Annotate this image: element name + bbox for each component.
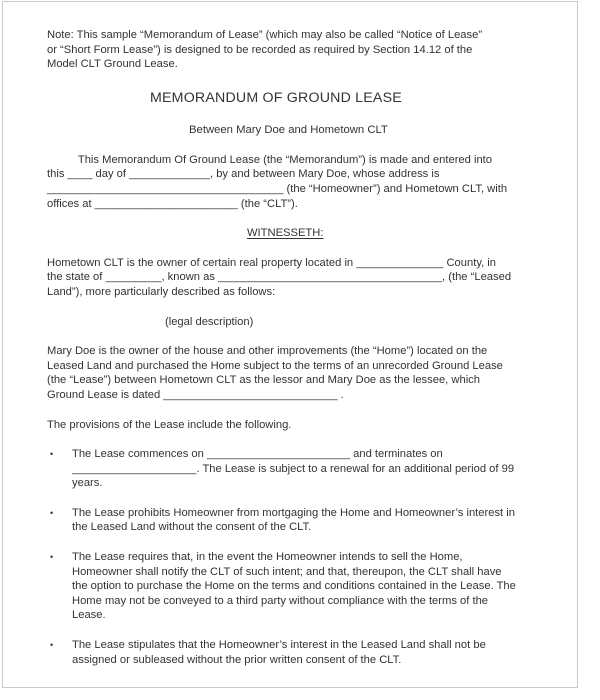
note-line: Model CLT Ground Lease. [47, 58, 178, 71]
spacer [47, 623, 578, 638]
list-item-line: The Lease commences on _______________________ and terminates on [72, 448, 443, 461]
note-line: or “Short Form Lease”) is designed to be recorded as required by Section 14.12 of the [47, 43, 473, 56]
document-content [47, 28, 578, 667]
intro-paragraph [47, 153, 578, 211]
list-item-line: Homeowner shall notify the CLT of such intent; and that, thereupon, the CLT shall have [72, 565, 502, 578]
page-subtitle: Between Mary Doe and Hometown CLT [189, 123, 388, 136]
home-line: Ground Lease is dated ____________________________ . [47, 388, 344, 401]
spacer [47, 241, 578, 256]
list-item-line: the option to purchase the Home on the terms and conditions contained in the Lease. The [72, 580, 516, 593]
list-item [47, 638, 578, 667]
witnesseth-heading [47, 226, 578, 241]
intro-line: This Memorandum Of Ground Lease (the “Memorandum”) is made and entered into [47, 153, 493, 166]
spacer [47, 491, 578, 506]
spacer [47, 211, 578, 226]
list-item-line: the Leased Land without the consent of the CLT. [72, 521, 312, 534]
bullet-icon: • [50, 449, 54, 460]
legal-description-placeholder: (legal description) [165, 315, 254, 328]
spacer [47, 108, 578, 122]
note-line: Note: This sample “Memorandum of Lease” (which may also be called “Notice of Lease” [47, 29, 483, 41]
list-item [47, 550, 578, 623]
spacer [47, 535, 578, 550]
list-item-line: years. [72, 477, 103, 490]
list-item-line: The Lease stipulates that the Homeowner’s interest in the Leased Land shall not be [72, 639, 486, 652]
property-paragraph [47, 256, 578, 300]
list-item [47, 447, 578, 491]
list-item [47, 506, 578, 535]
intro-line: this ____ day of _____________, by and between Mary Doe, whose address is [47, 168, 440, 181]
spacer [47, 432, 578, 447]
spacer [47, 403, 578, 418]
spacer [47, 300, 578, 315]
document-page [2, 1, 578, 688]
note-paragraph [47, 28, 578, 72]
property-line: the state of _________, known as ____________________________________, (the “Leased [47, 271, 512, 284]
list-item-line: The Lease requires that, in the event the Homeowner intends to sell the Home, [72, 551, 463, 564]
spacer [47, 72, 578, 88]
home-line: Leased Land and purchased the Home subject to the terms of an unrecorded Ground Lease [47, 359, 503, 372]
property-line: Land”), more particularly described as follows: [47, 285, 276, 298]
witnesseth-heading-text: WITNESSETH: [247, 227, 324, 240]
provisions-intro: The provisions of the Lease include the following. [47, 418, 292, 431]
spacer [47, 329, 578, 344]
bullet-icon: • [50, 640, 54, 651]
bullet-icon: • [50, 552, 54, 563]
spacer [47, 138, 578, 153]
list-item-line: assigned or subleased without the prior written consent of the CLT. [72, 653, 402, 666]
list-item-line: The Lease prohibits Homeowner from mortgaging the Home and Homeowner’s interest in [72, 506, 515, 519]
intro-line: offices at _______________________ (the “CLT”). [47, 197, 298, 210]
property-line: Hometown CLT is the owner of certain real property located in ______________ County, in [47, 256, 497, 269]
home-line: (the “Lease”) between Hometown CLT as the lessor and Mary Doe as the lessee, which [47, 374, 481, 387]
home-paragraph [47, 344, 578, 402]
page-title: MEMORANDUM OF GROUND LEASE [150, 89, 402, 106]
list-item-line: Lease. [72, 609, 106, 622]
list-item-line: ____________________. The Lease is subject to a renewal for an additional period of 99 [72, 462, 515, 475]
home-line: Mary Doe is the owner of the house and other improvements (the “Home”) located on the [47, 345, 488, 358]
intro-line: ______________________________________ (the “Homeowner”) and Hometown CLT, with [47, 182, 508, 195]
bullet-icon: • [50, 507, 54, 518]
list-item-line: Home may not be conveyed to a third party without compliance with the terms of the [72, 594, 489, 607]
